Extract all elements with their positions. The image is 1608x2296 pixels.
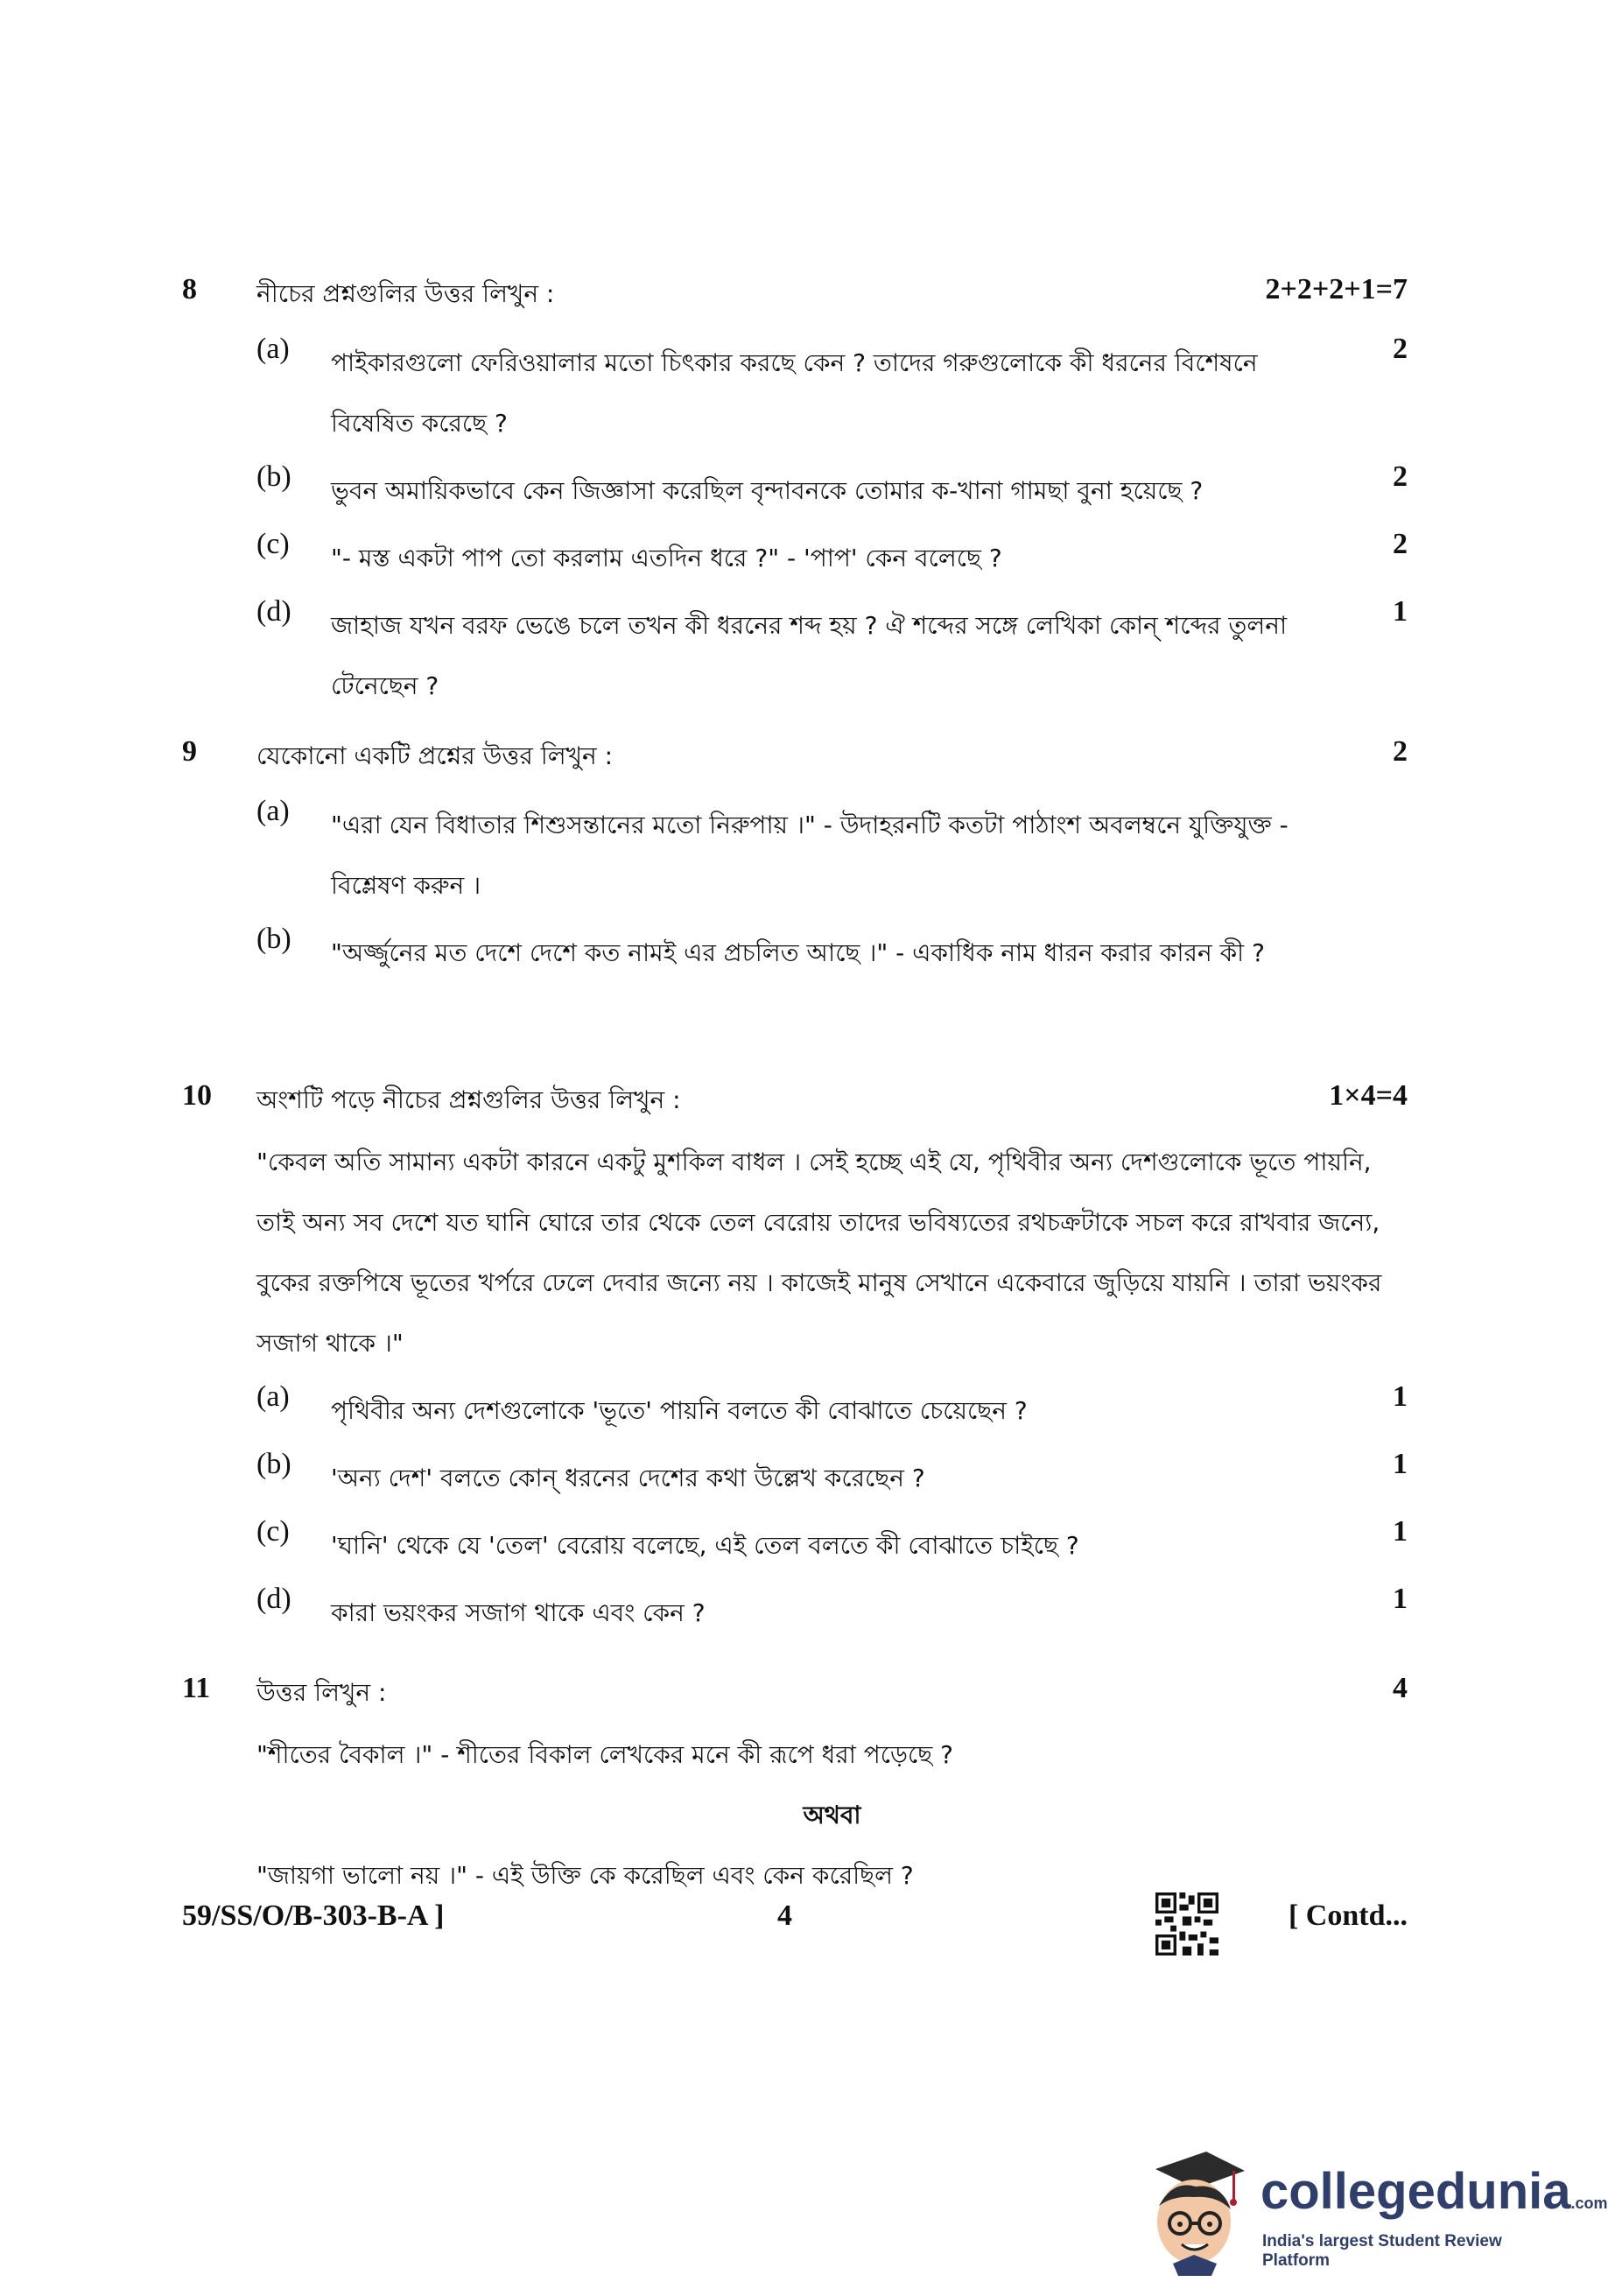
question-title: নীচের প্রশ্নগুলির উত্তর লিখুন : <box>256 279 555 308</box>
continued-label: [ Contd... <box>1288 1899 1408 1932</box>
question-number: 10 <box>182 1079 212 1112</box>
page-footer <box>182 1899 1408 1970</box>
sub-question-text: জাহাজ যখন বরফ ভেঙে চলে তখন কী ধরনের শব্দ হয় ? ঐ শব্দের সঙ্গে লেখিকা কোন্ শব্দের তুলনা টেনেছেন ? <box>331 611 1288 700</box>
question-title: যেকোনো একটি প্রশ্নের উত্তর লিখুন : <box>256 741 614 770</box>
sub-question <box>182 923 1408 983</box>
question-marks: 2+2+2+1=7 <box>1265 273 1408 305</box>
sub-question-label: (b) <box>256 923 291 955</box>
question-marks: 1×4=4 <box>1329 1079 1408 1112</box>
question-marks: 4 <box>1393 1672 1408 1704</box>
sub-question-label: (a) <box>256 795 290 827</box>
sub-question <box>182 1448 1408 1508</box>
sub-question-text: "- মস্ত একটা পাপ তো করলাম এতদিন ধরে ?" - 'পাপ' কেন বলেছে ? <box>331 544 1002 572</box>
sub-question <box>182 795 1408 916</box>
sub-question <box>182 1380 1408 1441</box>
sub-question-label: (b) <box>256 460 291 493</box>
sub-question-marks: 1 <box>1393 1583 1408 1615</box>
sub-question-label: (a) <box>256 1380 290 1413</box>
sub-question-text: পৃথিবীর অন্য দেশগুলোকে 'ভূতে' পায়নি বলতে কী বোঝাতে চেয়েছেন ? <box>331 1396 1028 1425</box>
question-8 <box>182 273 1408 716</box>
sub-question-marks: 2 <box>1393 460 1408 493</box>
sub-question <box>182 1515 1408 1576</box>
question-number: 8 <box>182 273 197 305</box>
sub-question-label: (d) <box>256 1583 291 1615</box>
qr-code-icon <box>1155 1892 1218 1955</box>
brand-name: collegedunia.com <box>1260 2163 1608 2220</box>
sub-question-marks: 1 <box>1393 1515 1408 1548</box>
question-title: অংশটি পড়ে নীচের প্রশ্নগুলির উত্তর লিখুন : <box>256 1085 681 1114</box>
sub-question-text: ভুবন অমায়িকভাবে কেন জিজ্ঞাসা করেছিল বৃন্দাবনকে তোমার ক-খানা গামছা বুনা হয়েছে ? <box>331 476 1204 505</box>
sub-question-text: 'অন্য দেশ' বলতে কোন্ ধরনের দেশের কথা উল্লেখ করেছেন ? <box>331 1464 925 1492</box>
question-9 <box>182 735 1408 983</box>
question-number: 11 <box>182 1672 211 1704</box>
brand-tagline: India's largest Student Review Platform <box>1262 2232 1502 2270</box>
student-mascot-icon <box>1138 2145 1252 2276</box>
sub-question-text: "অর্জ্জুনের মত দেশে দেশে কত নামই এর প্রচলিত আছে ।" - একাধিক নাম ধারন করার কারন কী ? <box>331 938 1265 967</box>
sub-question-text: পাইকারগুলো ফেরিওয়ালার মতো চিৎকার করছে কেন ? তাদের গরুগুলোকে কী ধরনের বিশেষনে বিষেষিত করেছে ? <box>331 348 1258 438</box>
page-number: 4 <box>777 1899 792 1932</box>
question-marks: 2 <box>1393 735 1408 768</box>
sub-question <box>182 528 1408 588</box>
sub-question <box>182 460 1408 521</box>
question-11 <box>182 1672 1408 1906</box>
sub-question-marks: 1 <box>1393 1380 1408 1413</box>
sub-question-label: (c) <box>256 1515 290 1548</box>
brand-watermark <box>1138 2136 1608 2285</box>
question-10 <box>182 1079 1408 1643</box>
question-title: উত্তর লিখুন : <box>256 1678 387 1707</box>
option-1: "শীতের বৈকাল ।" - শীতের বিকাল লেখকের মনে কী রূপে ধরা পড়েছে ? <box>256 1740 953 1769</box>
sub-question <box>182 1583 1408 1643</box>
sub-question-label: (d) <box>256 595 291 628</box>
sub-question <box>182 595 1408 716</box>
sub-question-label: (a) <box>256 333 290 365</box>
sub-question-label: (c) <box>256 528 290 560</box>
sub-question-marks: 1 <box>1393 595 1408 628</box>
passage: "কেবল অতি সামান্য একটা কারনে একটু মুশকিল বাধল । সেই হচ্ছে এই যে, পৃথিবীর অন্য দেশগুলোকে ভূতে পায়নি, তাই অন্য সব দেশে যত ঘানি ঘোরে তার থেকে তেল বেরোয় তাদের ভবিষ্যতের রথচক্রটাকে সচল করে রাখবার জন্যে, বুকের রক্তপিষে ভূতের খর্পরে ঢেলে দেবার জন্যে নয় । কাজেই মানুষ সেখানে একেবারে জুড়িয়ে যায়নি । তারা ভয়ংকর সজাগ থাকে ।" <box>256 1148 1382 1358</box>
sub-question <box>182 333 1408 453</box>
option-2: "জায়গা ভালো নয় ।" - এই উক্তি কে করেছিল এবং কেন করেছিল ? <box>256 1861 914 1890</box>
paper-code: 59/SS/O/B-303-B-A ] <box>182 1899 445 1932</box>
sub-question-marks: 2 <box>1393 528 1408 560</box>
sub-question-marks: 2 <box>1393 333 1408 365</box>
brand-suffix: .com <box>1570 2194 1608 2212</box>
or-separator: অথবা <box>803 1801 861 1829</box>
sub-question-text: 'ঘানি' থেকে যে 'তেল' বেরোয় বলেছে, এই তেল বলতে কী বোঝাতে চাইছে ? <box>331 1531 1079 1560</box>
sub-question-label: (b) <box>256 1448 291 1480</box>
sub-question-text: কারা ভয়ংকর সজাগ থাকে এবং কেন ? <box>331 1598 706 1627</box>
sub-question-text: "এরা যেন বিধাতার শিশুসন্তানের মতো নিরুপায় ।" - উদাহরনটি কতটা পাঠাংশ অবলম্বনে যুক্তিযুক্ত - বিশ্লেষণ করুন । <box>331 811 1289 900</box>
sub-question-marks: 1 <box>1393 1448 1408 1480</box>
question-number: 9 <box>182 735 197 768</box>
